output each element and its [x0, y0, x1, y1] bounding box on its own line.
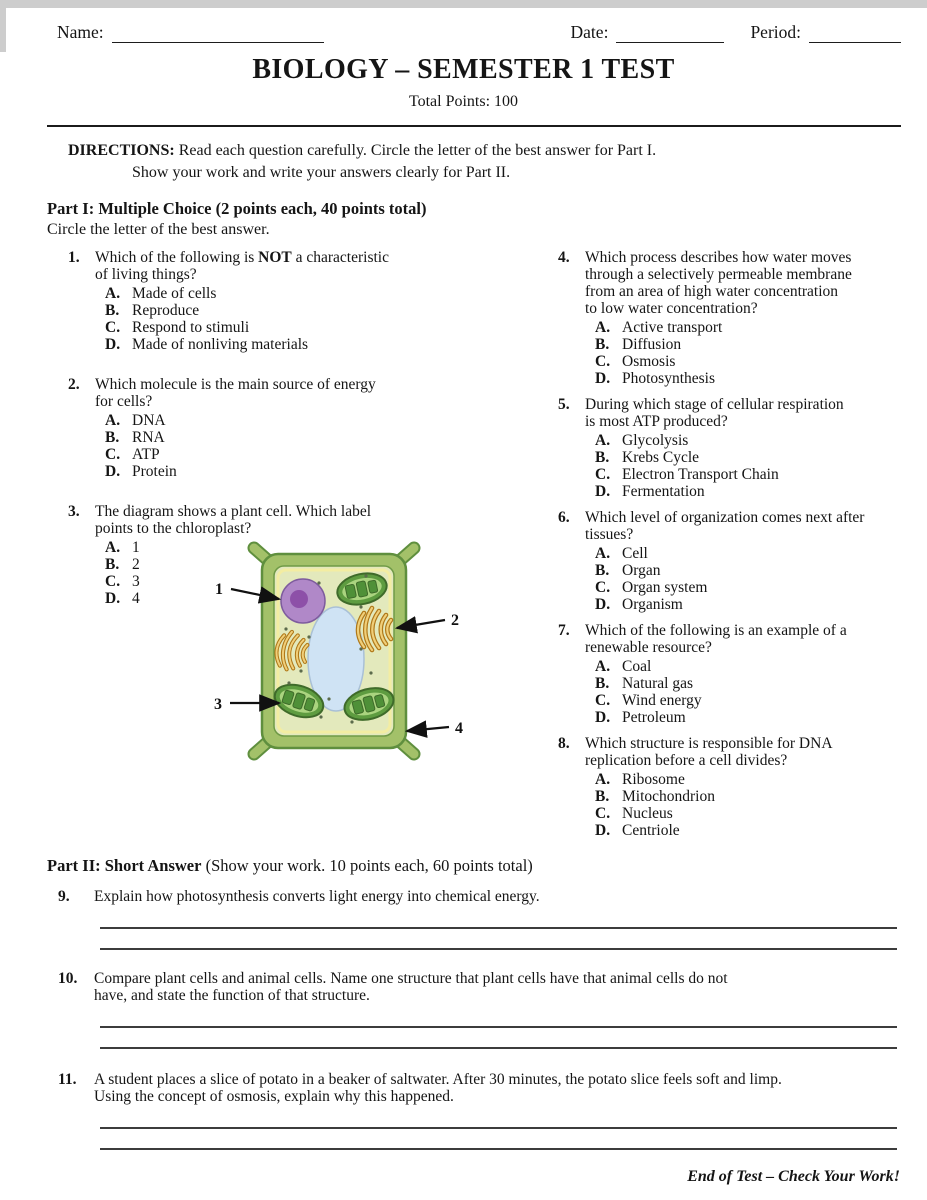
answer-line[interactable] — [100, 1108, 897, 1129]
option-letter: A. — [595, 771, 611, 789]
option-text: Reproduce — [132, 302, 200, 320]
header-divider — [47, 125, 901, 127]
question-text-segment: is most ATP produced? — [585, 413, 728, 431]
question-body — [95, 249, 517, 353]
option-text: Diffusion — [622, 336, 682, 354]
option-text: Organism — [622, 596, 683, 614]
diagram-label-2: 2 — [451, 612, 459, 630]
answer-line[interactable] — [100, 929, 897, 950]
option-text: Respond to stimuli — [132, 319, 250, 337]
question-number: 2. — [68, 376, 80, 394]
question-text — [95, 249, 517, 283]
answer-option[interactable] — [585, 675, 903, 692]
option-letter: C. — [595, 579, 611, 597]
option-text: Made of cells — [132, 285, 217, 303]
question-text-segment: to low water concentration? — [585, 300, 758, 318]
option-letter: C. — [105, 446, 121, 464]
answer-option[interactable] — [585, 466, 903, 483]
answer-area — [100, 908, 897, 950]
answer-option[interactable] — [585, 336, 903, 353]
question-text — [585, 249, 903, 317]
question-number: 8. — [558, 735, 570, 753]
option-letter: B. — [595, 449, 610, 467]
option-text: 3 — [132, 573, 140, 591]
question — [558, 249, 903, 387]
question-text-segment: for cells? — [95, 393, 153, 411]
question-body — [95, 376, 517, 480]
option-text: Krebs Cycle — [622, 449, 700, 467]
answer-option[interactable] — [95, 429, 517, 446]
option-letter: D. — [595, 822, 611, 840]
option-text: Mitochondrion — [622, 788, 715, 806]
question-text-segment: through a selectively permeable membrane — [585, 266, 852, 284]
period-blank[interactable] — [809, 23, 901, 43]
answer-line[interactable] — [100, 1028, 897, 1049]
option-text: Fermentation — [622, 483, 705, 501]
options-list — [585, 771, 903, 839]
end-of-test-note: End of Test – Check Your Work! — [687, 1167, 900, 1185]
question-body — [585, 735, 903, 839]
date-label: Date: — [570, 22, 609, 42]
question-body — [585, 249, 903, 387]
question-number: 9. — [58, 888, 70, 906]
date-blank[interactable] — [616, 23, 724, 43]
option-letter: A. — [595, 545, 611, 563]
option-text: Wind energy — [622, 692, 702, 710]
options-list — [95, 412, 517, 480]
option-letter: B. — [105, 556, 120, 574]
name-blank[interactable] — [112, 23, 324, 43]
question-text-segment: Which level of organization comes next after — [585, 509, 865, 527]
answer-area — [100, 1108, 897, 1150]
page-title: BIOLOGY – SEMESTER 1 TEST — [252, 54, 675, 85]
answer-option[interactable] — [585, 432, 903, 449]
answer-option[interactable] — [585, 353, 903, 370]
answer-option[interactable] — [95, 412, 517, 429]
question-text — [95, 376, 517, 410]
question-text-segment: have, and state the function of that structure. — [94, 987, 370, 1005]
nucleolus — [290, 590, 308, 608]
answer-option[interactable] — [585, 658, 903, 675]
question-text-segment: Using the concept of osmosis, explain why this happened. — [94, 1088, 454, 1106]
option-letter: B. — [595, 675, 610, 693]
diagram-label-3: 3 — [214, 696, 222, 714]
question-text — [80, 888, 903, 906]
option-letter: A. — [595, 432, 611, 450]
option-letter: A. — [105, 412, 121, 430]
question — [558, 509, 903, 613]
directions — [68, 140, 897, 183]
option-text: Protein — [132, 463, 177, 481]
option-text: Centriole — [622, 822, 680, 840]
option-letter: C. — [105, 319, 121, 337]
part2-heading — [47, 856, 927, 876]
question-text-segment: Which process describes how water moves — [585, 249, 852, 267]
option-letter: A. — [595, 658, 611, 676]
answer-option[interactable] — [585, 692, 903, 709]
option-text: Electron Transport Chain — [622, 466, 779, 484]
option-text: Organ system — [622, 579, 708, 597]
label-4-arrow — [407, 727, 449, 731]
question-text-segment: During which stage of cellular respiration — [585, 396, 844, 414]
answer-option[interactable] — [585, 596, 903, 613]
option-letter: C. — [595, 353, 611, 371]
answer-option[interactable] — [585, 709, 903, 726]
part2-questions — [0, 888, 927, 1150]
option-letter: B. — [595, 788, 610, 806]
directions-label: DIRECTIONS: — [68, 142, 175, 159]
part2-heading-bold: Part II: Short Answer — [47, 856, 202, 876]
question-text — [80, 1071, 903, 1106]
option-letter: D. — [595, 370, 611, 388]
question-text — [95, 503, 517, 537]
options-list — [585, 545, 903, 613]
option-text: Petroleum — [622, 709, 686, 727]
scan-edge-top — [0, 0, 927, 8]
answer-line[interactable] — [100, 1007, 897, 1028]
question-text-segment: replication before a cell divides? — [585, 752, 788, 770]
question-text-segment: Which of the following is — [95, 249, 259, 267]
option-text: Organ — [622, 562, 661, 580]
part2-heading-suffix: (Show your work. 10 points each, 60 points total) — [201, 856, 533, 876]
answer-option[interactable] — [585, 483, 903, 500]
question-text — [585, 622, 903, 656]
directions-line2: Show your work and write your answers clearly for Part II. — [132, 163, 511, 181]
question-row — [58, 888, 903, 906]
option-text: Ribosome — [622, 771, 685, 789]
answer-option[interactable] — [585, 449, 903, 466]
part1-column-left — [47, 249, 517, 848]
option-letter: C. — [595, 692, 611, 710]
answer-option[interactable] — [585, 788, 903, 805]
option-text: 4 — [132, 590, 140, 608]
answer-option[interactable] — [585, 805, 903, 822]
question-number: 7. — [558, 622, 570, 640]
option-text: Glycolysis — [622, 432, 689, 450]
question-number: 10. — [58, 969, 78, 987]
option-text: Osmosis — [622, 353, 676, 371]
diagram-label-1: 1 — [215, 581, 223, 599]
question-text-segment: tissues? — [585, 526, 634, 544]
question-row — [58, 1071, 903, 1106]
answer-option[interactable] — [95, 463, 517, 480]
answer-option[interactable] — [95, 285, 517, 302]
total-points: Total Points: 100 — [408, 93, 519, 110]
question-text-segment: A student places a slice of potato in a beaker of saltwater. After 30 minutes, the potato slice feels soft and limp. — [94, 1070, 782, 1088]
answer-option[interactable] — [585, 319, 903, 336]
question-text-segment: NOT — [258, 249, 292, 267]
answer-option[interactable] — [585, 562, 903, 579]
option-letter: A. — [105, 539, 121, 557]
part1-columns — [47, 249, 927, 848]
answer-line[interactable] — [100, 908, 897, 929]
question-number: 1. — [68, 249, 80, 267]
option-letter: A. — [105, 285, 121, 303]
option-letter: C. — [105, 573, 121, 591]
question-body — [585, 509, 903, 613]
answer-option[interactable] — [95, 302, 517, 319]
options-list — [585, 658, 903, 726]
question-number: 5. — [558, 396, 570, 414]
short-answer-question — [0, 888, 927, 950]
answer-option[interactable] — [95, 319, 517, 336]
question-body — [585, 622, 903, 726]
answer-option[interactable] — [585, 579, 903, 596]
answer-line[interactable] — [100, 1129, 897, 1150]
plant-cell-diagram — [209, 541, 509, 781]
option-text: Coal — [622, 658, 652, 676]
question-text-segment: of living things? — [95, 266, 197, 284]
options-list — [585, 432, 903, 500]
option-text: Active transport — [622, 319, 723, 337]
diagram-label-4: 4 — [455, 720, 463, 738]
question — [558, 396, 903, 500]
option-text: Nucleus — [622, 805, 673, 823]
answer-area — [100, 1007, 897, 1049]
directions-line1 — [68, 140, 897, 162]
option-letter: B. — [595, 336, 610, 354]
option-text: DNA — [132, 412, 166, 430]
option-text: ATP — [132, 446, 160, 464]
answer-option[interactable] — [585, 771, 903, 788]
answer-option[interactable] — [585, 370, 903, 387]
question-text-segment: Which molecule is the main source of energy — [95, 376, 376, 394]
question-text — [80, 970, 903, 1005]
option-letter: A. — [595, 319, 611, 337]
options-list — [95, 285, 517, 353]
short-answer-question — [0, 1071, 927, 1150]
directions-text: Read each question carefully. Circle the letter of the best answer for Part I. — [174, 142, 657, 159]
option-text: RNA — [132, 429, 165, 447]
answer-option[interactable] — [585, 822, 903, 839]
option-text: 1 — [132, 539, 140, 557]
question — [68, 376, 517, 480]
option-text: Natural gas — [622, 675, 694, 693]
question-text — [585, 396, 903, 430]
question-number: 11. — [58, 1070, 77, 1088]
question — [558, 622, 903, 726]
part1-instruction: Circle the letter of the best answer. — [47, 221, 270, 239]
part1-heading: Part I: Multiple Choice (2 points each, 40 points total) — [47, 199, 427, 219]
question-row — [58, 970, 903, 1005]
question-text — [585, 509, 903, 543]
option-letter: B. — [105, 302, 120, 320]
option-letter: D. — [105, 336, 121, 354]
option-text: 2 — [132, 556, 140, 574]
question-text-segment: Which of the following is an example of a — [585, 622, 847, 640]
option-text: Cell — [622, 545, 648, 563]
option-letter: D. — [595, 709, 611, 727]
question-number: 4. — [558, 249, 570, 267]
option-letter: B. — [105, 429, 120, 447]
question-text-segment: points to the chloroplast? — [95, 520, 252, 538]
question-text-segment: Compare plant cells and animal cells. Name one structure that plant cells have that animal cells do not — [94, 969, 728, 987]
answer-option[interactable] — [585, 545, 903, 562]
option-letter: D. — [595, 483, 611, 501]
answer-option[interactable] — [95, 336, 517, 353]
option-text: Made of nonliving materials — [132, 336, 309, 354]
name-label: Name: — [57, 22, 104, 42]
question-text — [585, 735, 903, 769]
question-text-segment: a characteristic — [291, 249, 389, 267]
options-list — [585, 319, 903, 387]
option-letter: C. — [595, 466, 611, 484]
question-text-segment: renewable resource? — [585, 639, 712, 657]
option-letter: D. — [595, 596, 611, 614]
short-answer-question — [0, 970, 927, 1049]
question-text-segment: from an area of high water concentration — [585, 283, 839, 301]
question-text-segment: Explain how photosynthesis converts light energy into chemical energy. — [94, 888, 540, 906]
question-text-segment: The diagram shows a plant cell. Which label — [95, 503, 372, 521]
option-letter: C. — [595, 805, 611, 823]
option-letter: D. — [105, 463, 121, 481]
question-number: 6. — [558, 509, 570, 527]
question-body — [585, 396, 903, 500]
question — [68, 249, 517, 353]
option-text: Photosynthesis — [622, 370, 716, 388]
option-letter: B. — [595, 562, 610, 580]
period-label: Period: — [750, 22, 801, 42]
part1-column-right — [517, 249, 903, 848]
question-text-segment: Which structure is responsible for DNA — [585, 735, 833, 753]
answer-option[interactable] — [95, 446, 517, 463]
question-number: 3. — [68, 503, 80, 521]
scan-edge-left — [0, 0, 6, 52]
option-letter: D. — [105, 590, 121, 608]
question — [558, 735, 903, 839]
